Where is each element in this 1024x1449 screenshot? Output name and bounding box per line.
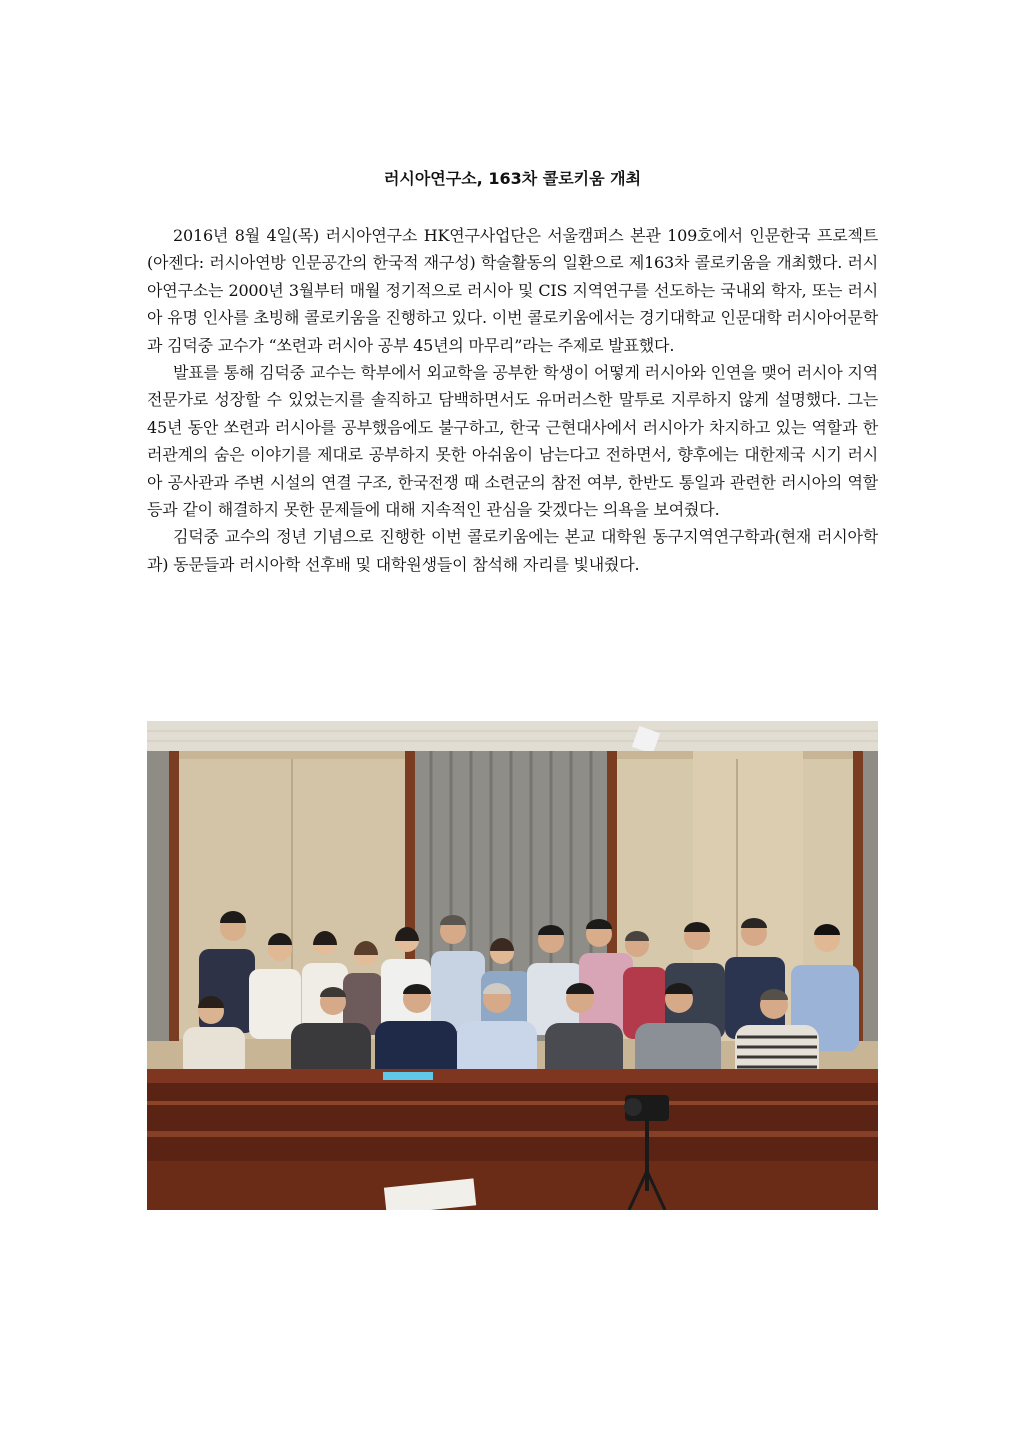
group-photo-illustration (147, 721, 878, 1210)
photo-blue-folder (383, 1072, 433, 1080)
article-paragraph-2: 발표를 통해 김덕중 교수는 학부에서 외교학을 공부한 학생이 어떻게 러시아와 인연을 맺어 러시아 지역전문가로 성장할 수 있었는지를 솔직하고 담백하면서도 유머러스한 말투로 지루하지 않게 설명했다. 그는 45년 동안 쏘련과 러시아를 공부했음에도 불구하고, 한국 근현대사에서 러시아가 차지하고 있는 역할과 한러관계의 숨은 이야기를 제대로 공부하지 못한 아쉬움이 남는다고 전하면서, 향후에는 대한제국 시기 러시아 공사관과 주변 시설의 연결 구조, 한국전쟁 때 소련군의 참전 여부, 한반도 통일과 관련한 러시아의 역할 등과 같이 해결하지 못한 문제들에 대해 지속적인 관심을 갖겠다는 의욕을 보여줬다. (147, 363, 878, 520)
photo-ceiling (147, 721, 878, 751)
article-paragraph-3: 김덕중 교수의 정년 기념으로 진행한 이번 콜로키움에는 본교 대학원 동구지역연구학과(현재 러시아학과) 동문들과 러시아학 선후배 및 대학원생들이 참석해 자리를 빛내줬다. (147, 527, 878, 574)
article-body (147, 222, 878, 578)
article-paragraph-1: 2016년 8월 4일(목) 러시아연구소 HK연구사업단은 서울캠퍼스 본관 109호에서 인문한국 프로젝트(아젠다: 러시아연방 인문공간의 한국적 재구성) 학술활동의 일환으로 제163차 콜로키움을 개최했다. 러시아연구소는 2000년 3월부터 매월 정기적으로 러시아 및 CIS 지역연구를 선도하는 국내외 학자, 또는 러시아 유명 인사를 초빙해 콜로키움을 진행하고 있다. 이번 콜로키움에서는 경기대학교 인문대학 러시아어문학과 김덕중 교수가 “쏘련과 러시아 공부 45년의 마무리”라는 주제로 발표했다. (147, 226, 878, 355)
photo-curtain-left (147, 751, 169, 1041)
group-photo (147, 721, 878, 1210)
page-title: 러시아연구소, 163차 콜로키움 개최 (383, 169, 642, 188)
